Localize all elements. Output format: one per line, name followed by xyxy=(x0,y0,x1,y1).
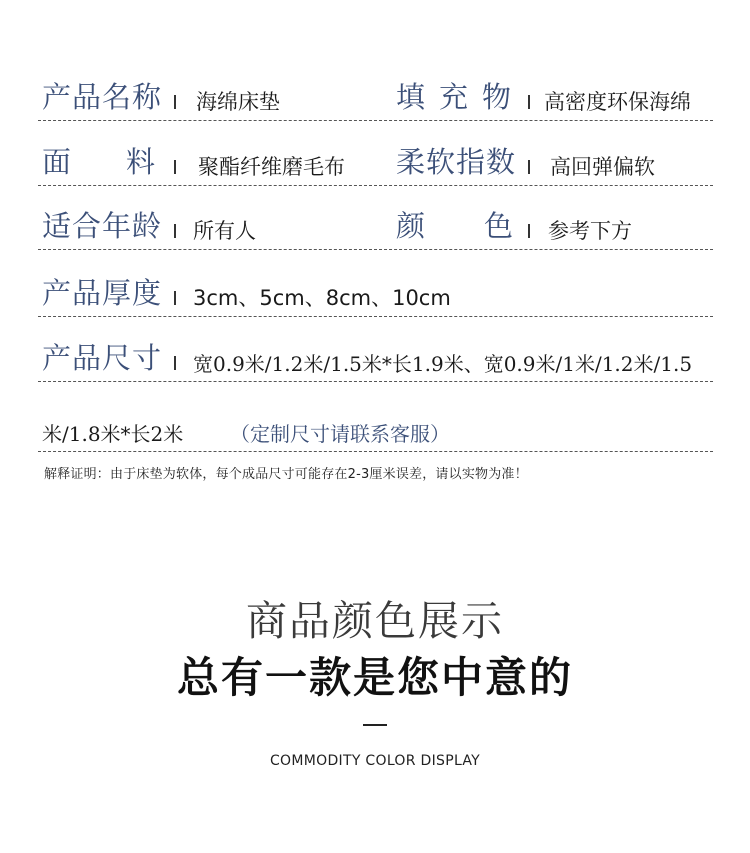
spec-label-fabric: 面 料 xyxy=(42,145,156,179)
spec-value-size-line2: 米/1.8米*长2米 xyxy=(42,422,184,446)
spec-label-thickness: 产品厚度 xyxy=(42,276,163,310)
section-title: 商品颜色展示 xyxy=(246,597,504,645)
spec-row-thickness xyxy=(38,268,713,317)
spec-value-fabric: 聚酯纤维磨毛布 xyxy=(198,155,345,179)
separator xyxy=(174,160,176,174)
spec-value-thickness: 3cm、5cm、8cm、10cm xyxy=(193,286,451,310)
section-divider xyxy=(363,724,387,726)
spec-value-filling: 高密度环保海绵 xyxy=(544,90,691,114)
spec-label-name: 产品名称 xyxy=(42,80,163,114)
separator xyxy=(528,224,530,238)
spec-row-size xyxy=(38,334,713,382)
separator xyxy=(174,95,176,109)
spec-value-color: 参考下方 xyxy=(548,219,632,243)
section-subtitle-en: COMMODITY COLOR DISPLAY xyxy=(269,753,481,769)
spec-value-age: 所有人 xyxy=(193,219,256,243)
separator xyxy=(528,95,530,109)
spec-label-softness: 柔软指数 xyxy=(396,145,517,179)
spec-value-size-line1: 宽0.9米/1.2米/1.5米*长1.9米、宽0.9米/1米/1.2米/1.5 xyxy=(193,352,693,376)
spec-note-custom-size: （定制尺寸请联系客服） xyxy=(230,422,450,446)
separator xyxy=(174,224,176,238)
spec-row-name-filling xyxy=(38,72,713,121)
separator xyxy=(528,160,530,174)
spec-label-size: 产品尺寸 xyxy=(42,341,163,375)
spec-value-name: 海绵床垫 xyxy=(196,90,280,114)
disclaimer-text: 解释证明：由于床垫为软体，每个成品尺寸可能存在2-3厘米误差，请以实物为准！ xyxy=(44,467,528,482)
spec-label-age: 适合年龄 xyxy=(42,209,163,243)
spec-label-color: 颜 色 xyxy=(396,209,514,243)
spec-row-age-color xyxy=(38,202,713,250)
spec-row-size-continued xyxy=(38,410,713,452)
separator xyxy=(174,356,176,370)
section-slogan: 总有一款是您中意的 xyxy=(176,653,573,702)
spec-row-fabric-softness xyxy=(38,138,713,186)
spec-label-filling: 填 充 物 xyxy=(396,80,512,114)
separator xyxy=(174,291,176,305)
spec-value-softness: 高回弹偏软 xyxy=(550,155,655,179)
